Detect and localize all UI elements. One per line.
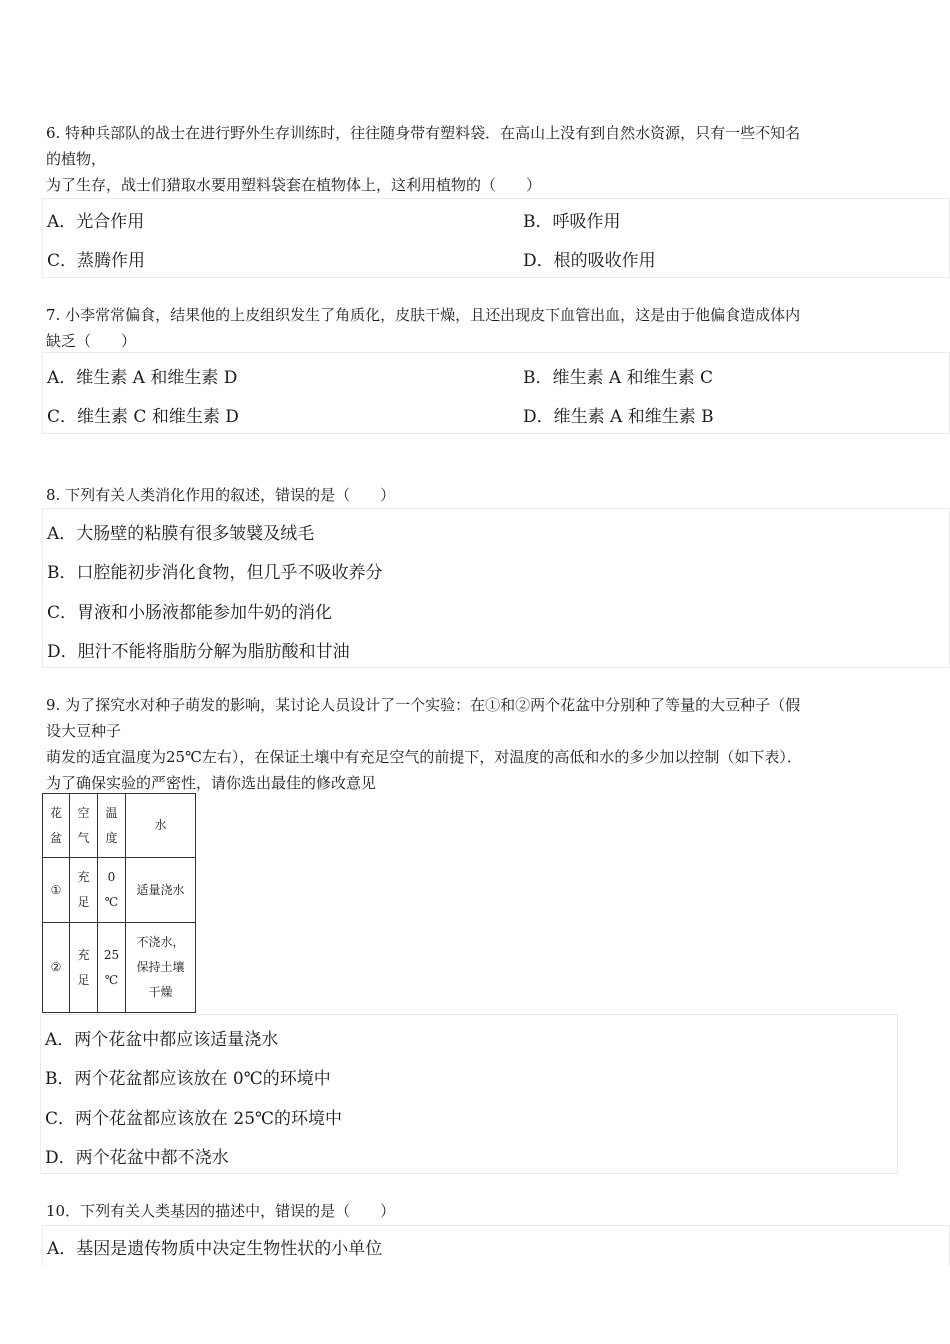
header-cell: 花 盆 xyxy=(43,794,70,858)
option-d[interactable]: D．根的吸收作用 xyxy=(523,251,656,271)
header-cell: 温 度 xyxy=(98,794,126,858)
option-c[interactable]: C．蒸腾作用 xyxy=(47,251,146,271)
table-cell: ② xyxy=(43,923,70,1013)
header-cell: 空 气 xyxy=(70,794,98,858)
option-a[interactable]: A．维生素 A 和维生素 D xyxy=(47,368,238,388)
stem-line: 6. 特种兵部队的战士在进行野外生存训练时，往往随身带有塑料袋．在高山上没有到自然水资源，只有一些不知名 xyxy=(46,124,801,142)
header-cell: 水 xyxy=(126,794,196,858)
question-9-options xyxy=(40,1014,898,1174)
option-b[interactable]: B．维生素 A 和维生素 C xyxy=(523,368,713,388)
stem-line: 的植物， xyxy=(46,150,107,168)
table-row xyxy=(43,923,196,1013)
table-cell: 不浇水， 保持土壤 干燥 xyxy=(126,923,196,1013)
question-10-options xyxy=(42,1225,950,1266)
option-b[interactable]: B．两个花盆都应该放在 0℃的环境中 xyxy=(45,1069,331,1089)
table-header-row xyxy=(43,794,196,858)
table-cell: 充 足 xyxy=(70,858,98,923)
stem-line: 10．下列有关人类基因的描述中，错误的是（ ） xyxy=(46,1202,396,1220)
question-8-stem xyxy=(46,482,906,508)
table-cell: 25 ℃ xyxy=(98,923,126,1013)
option-d[interactable]: D．胆汁不能将脂肪分解为脂肪酸和甘油 xyxy=(47,642,350,662)
stem-line: 8. 下列有关人类消化作用的叙述，错误的是（ ） xyxy=(46,486,396,504)
question-7-stem xyxy=(46,302,906,354)
question-6-options xyxy=(42,198,950,278)
question-10-stem xyxy=(46,1198,906,1224)
stem-line: 萌发的适宜温度为25℃左右），在保证土壤中有充足空气的前提下，对温度的高低和水的多少加以控制（如下表）． xyxy=(46,748,802,766)
question-8-options xyxy=(42,508,950,668)
stem-line: 7. 小李常常偏食，结果他的上皮组织发生了角质化，皮肤干燥，且还出现皮下血管出血，这是由于他偏食造成体内 xyxy=(46,306,801,324)
option-c[interactable]: C．胃液和小肠液都能参加牛奶的消化 xyxy=(47,603,333,623)
option-d[interactable]: D．维生素 A 和维生素 B xyxy=(523,407,714,427)
table-cell: 适量浇水 xyxy=(126,858,196,923)
option-a[interactable]: A．两个花盆中都应该适量浇水 xyxy=(45,1030,279,1050)
stem-line: 9. 为了探究水对种子萌发的影响，某讨论人员设计了一个实验：在①和②两个花盆中分别种了等量的大豆种子（假 xyxy=(46,696,801,714)
table-row xyxy=(43,858,196,923)
stem-line: 设大豆种子 xyxy=(46,722,122,740)
stem-line: 缺乏（ ） xyxy=(46,332,137,350)
table-cell: ① xyxy=(43,858,70,923)
question-6-stem xyxy=(46,120,906,198)
option-c[interactable]: C．两个花盆都应该放在 25℃的环境中 xyxy=(45,1109,343,1129)
option-a[interactable]: A．大肠壁的粘膜有很多皱襞及绒毛 xyxy=(47,524,315,544)
question-9-stem xyxy=(46,692,906,796)
experiment-table xyxy=(42,793,196,1013)
option-d[interactable]: D．两个花盆中都不浇水 xyxy=(45,1148,229,1168)
table-cell: 充 足 xyxy=(70,923,98,1013)
stem-line: 为了确保实验的严密性，请你选出最佳的修改意见 xyxy=(46,774,377,792)
option-b[interactable]: B．口腔能初步消化食物，但几乎不吸收养分 xyxy=(47,563,383,583)
stem-line: 为了生存，战士们猎取水要用塑料袋套在植物体上，这利用植物的（ ） xyxy=(46,176,542,194)
option-c[interactable]: C．维生素 C 和维生素 D xyxy=(47,407,239,427)
question-7-options xyxy=(42,352,950,434)
option-a[interactable]: A．基因是遗传物质中决定生物性状的小单位 xyxy=(47,1239,383,1259)
table-cell: 0 ℃ xyxy=(98,858,126,923)
option-b[interactable]: B．呼吸作用 xyxy=(523,212,621,232)
option-a[interactable]: A．光合作用 xyxy=(47,212,145,232)
